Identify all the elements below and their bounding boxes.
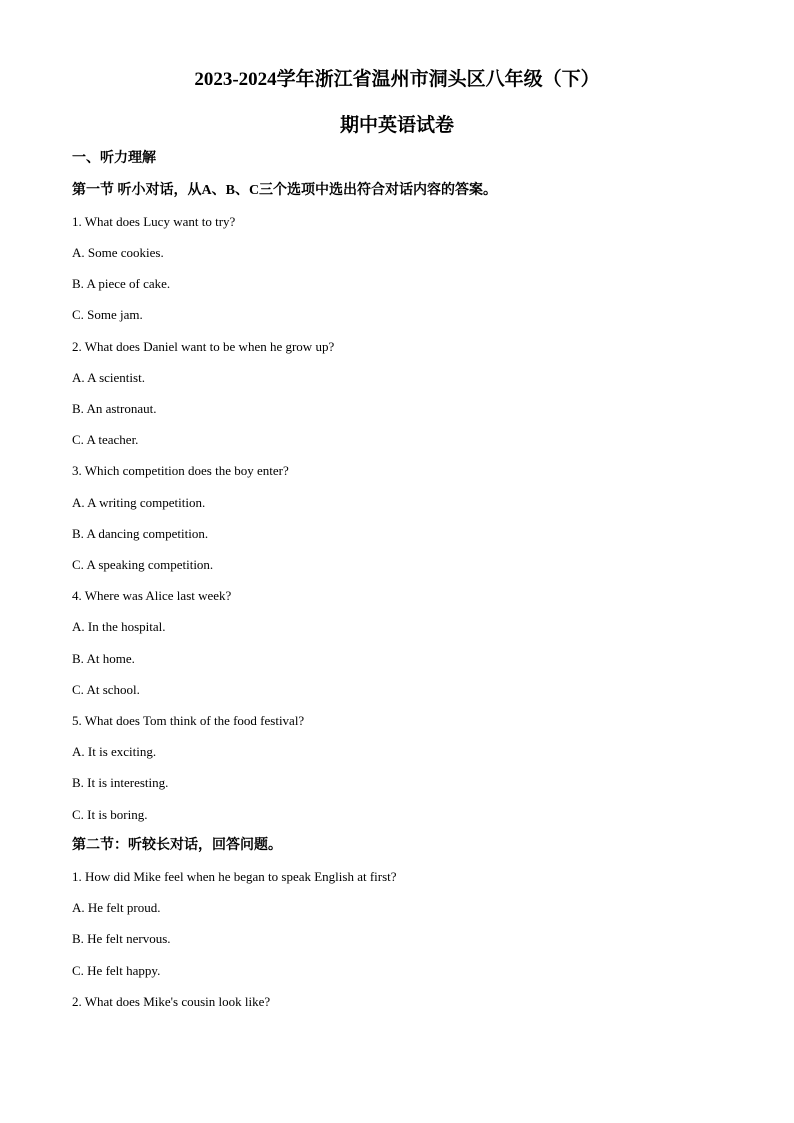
answer-option: A. It is exciting.: [72, 744, 157, 759]
answer-option: B. A piece of cake.: [72, 276, 171, 291]
question-text: 1. How did Mike feel when he began to speak English at first?: [72, 869, 397, 884]
question-text: 2. What does Daniel want to be when he grow up?: [72, 339, 335, 354]
answer-option: A. In the hospital.: [72, 619, 166, 634]
answer-option: C. A speaking competition.: [72, 557, 214, 572]
question-text: 4. Where was Alice last week?: [72, 588, 232, 603]
section-heading-listening: 一、听力理解: [72, 151, 156, 166]
answer-option: C. Some jam.: [72, 307, 143, 322]
part-1-heading: 第一节 听小对话，从A、B、C三个选项中选出符合对话内容的答案。: [72, 183, 498, 198]
answer-option: C. At school.: [72, 682, 140, 697]
answer-option: C. He felt happy.: [72, 963, 161, 978]
answer-option: A. Some cookies.: [72, 245, 164, 260]
answer-option: A. He felt proud.: [72, 900, 161, 915]
answer-option: C. It is boring.: [72, 807, 148, 822]
answer-option: A. A scientist.: [72, 370, 145, 385]
exam-title-line-1: 2023-2024学年浙江省温州市洞头区八年级（下）: [194, 69, 600, 90]
answer-option: B. At home.: [72, 651, 135, 666]
answer-option: A. A writing competition.: [72, 495, 206, 510]
part-2-heading: 第二节：听较长对话，回答问题。: [72, 838, 282, 853]
question-text: 2. What does Mike's cousin look like?: [72, 994, 271, 1009]
answer-option: B. It is interesting.: [72, 775, 169, 790]
answer-option: B. He felt nervous.: [72, 931, 171, 946]
answer-option: B. A dancing competition.: [72, 526, 209, 541]
question-text: 3. Which competition does the boy enter?: [72, 463, 289, 478]
question-text: 5. What does Tom think of the food festival?: [72, 713, 305, 728]
answer-option: B. An astronaut.: [72, 401, 157, 416]
answer-option: C. A teacher.: [72, 432, 139, 447]
question-text: 1. What does Lucy want to try?: [72, 214, 236, 229]
exam-title-line-2: 期中英语试卷: [339, 115, 454, 136]
